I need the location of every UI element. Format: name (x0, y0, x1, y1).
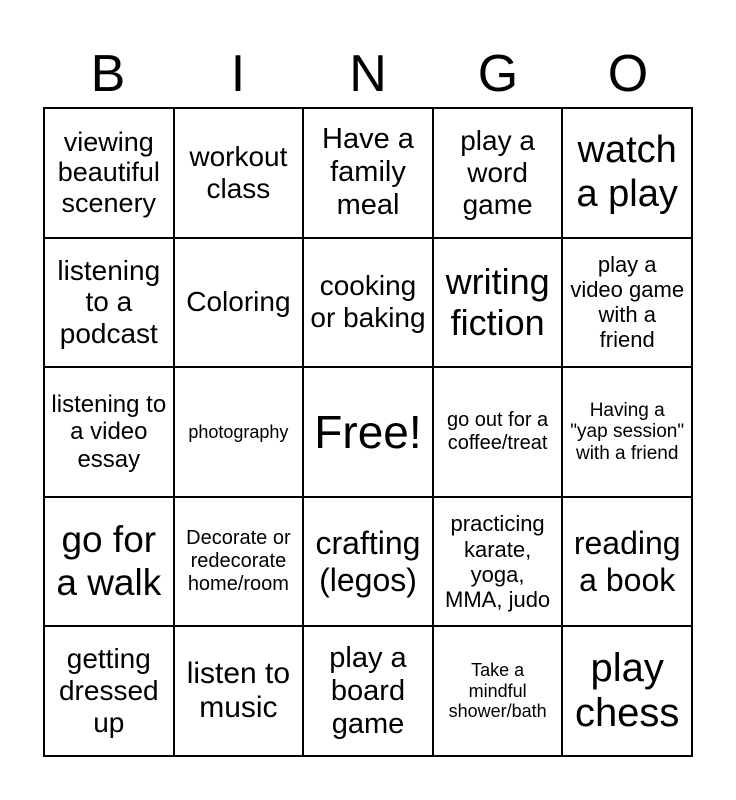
bingo-cell-label: reading a book (573, 525, 681, 598)
bingo-cell[interactable] (434, 239, 564, 369)
bingo-cell[interactable] (563, 627, 693, 757)
bingo-cell[interactable] (175, 239, 305, 369)
bingo-cell-label: Take a mindful shower/bath (448, 660, 547, 722)
bingo-cell-label: Having a "yap session" with a friend (570, 399, 685, 464)
bingo-cell[interactable] (45, 498, 175, 628)
bingo-cell-label: listening to a podcast (57, 254, 161, 350)
bingo-cell[interactable] (563, 498, 693, 628)
bingo-cell[interactable] (45, 368, 175, 498)
bingo-cell-label: Coloring (186, 286, 291, 318)
header-letter-g: G (477, 45, 519, 103)
bingo-cell-label: listen to music (186, 657, 291, 725)
header-letter-i: I (230, 45, 246, 103)
free-space-cell[interactable] (304, 368, 434, 498)
bingo-cell-label: Decorate or redecorate home/room (186, 527, 291, 595)
bingo-cell[interactable] (45, 239, 175, 369)
bingo-cell-label: practicing karate, yoga, MMA, judo (445, 511, 551, 612)
bingo-cell-label: writing fiction (445, 261, 550, 344)
bingo-cell-label: play a board game (329, 641, 407, 740)
bingo-cell-label: play a word game (460, 124, 535, 220)
header-letter-b: B (90, 45, 126, 103)
bingo-cell-label: viewing beautiful scenery (57, 126, 160, 219)
bingo-cell[interactable] (434, 368, 564, 498)
bingo-cell[interactable] (175, 368, 305, 498)
bingo-cell-label: photography (188, 421, 289, 442)
bingo-cell[interactable] (45, 627, 175, 757)
bingo-cell-label: getting dressed up (58, 643, 159, 739)
bingo-cell[interactable] (175, 498, 305, 628)
bingo-cell-label: crafting (legos) (315, 525, 421, 598)
bingo-cell-label: watch a play (576, 129, 678, 215)
bingo-cell-label: play a video game with a friend (570, 252, 685, 353)
bingo-cell[interactable] (434, 498, 564, 628)
bingo-cell-label: go out for a coffee/treat (447, 409, 549, 454)
bingo-cell[interactable] (563, 368, 693, 498)
bingo-cell-label: listening to a video essay (51, 390, 167, 473)
bingo-cell[interactable] (45, 109, 175, 239)
bingo-cell[interactable] (304, 627, 434, 757)
bingo-cell[interactable] (563, 109, 693, 239)
bingo-cell[interactable] (434, 109, 564, 239)
bingo-cell-label: Have a family meal (322, 123, 414, 222)
bingo-cell[interactable] (175, 109, 305, 239)
bingo-cell[interactable] (304, 109, 434, 239)
bingo-cell-label: workout class (189, 140, 288, 204)
bingo-cell-label: cooking or baking (310, 270, 426, 334)
header-letter-n: N (349, 45, 387, 103)
bingo-cell-label: go for a walk (56, 519, 162, 603)
bingo-cell[interactable] (563, 239, 693, 369)
bingo-cell[interactable] (304, 239, 434, 369)
bingo-cell[interactable] (434, 627, 564, 757)
bingo-cell-label: play chess (574, 645, 680, 736)
bingo-cell[interactable] (304, 498, 434, 628)
bingo-cell-label: Free! (314, 405, 422, 458)
bingo-cell[interactable] (175, 627, 305, 757)
header-letter-o: O (607, 45, 649, 103)
bingo-header (43, 42, 693, 106)
bingo-board (43, 107, 693, 757)
